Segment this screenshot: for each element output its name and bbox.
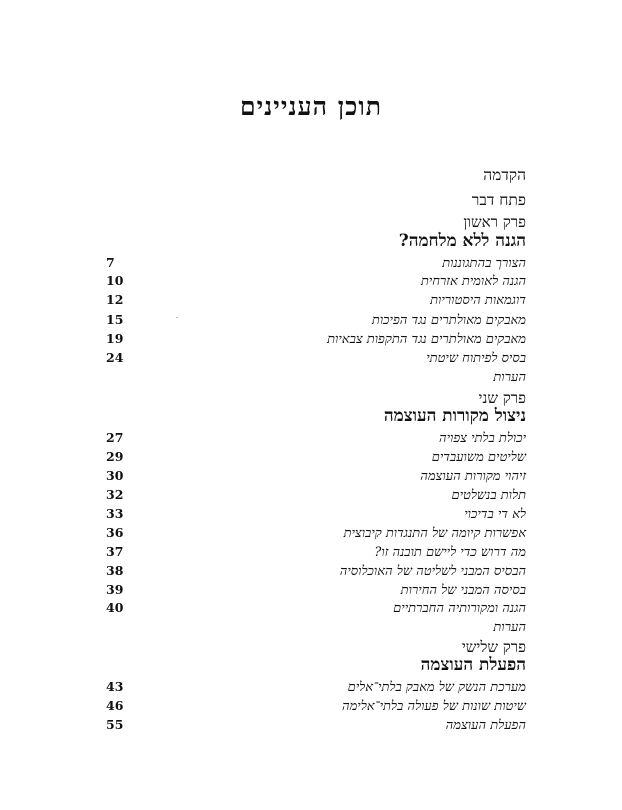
toc-entry [106, 292, 526, 310]
toc-entry-text: שליטים משועבדים [431, 450, 526, 465]
toc-entry [106, 506, 526, 524]
toc-entry-page: 10 [106, 273, 124, 288]
page-title: תוכן העניינים [240, 92, 382, 121]
toc-entry-page: 37 [106, 544, 124, 559]
toc-entry-page: 27 [106, 430, 124, 445]
toc-entry-page: 38 [106, 563, 124, 578]
toc-entry-text: תלות בנשלטים [451, 488, 526, 503]
toc-entry-page: 19 [106, 331, 124, 346]
toc-entry [106, 255, 526, 273]
toc-entry-text: הגנה לאומית אזרחית [420, 274, 526, 289]
toc-entry-text: יכולת בלתי צפויה [438, 431, 526, 446]
toc-entry-text: הצורך בהתגוננות [442, 256, 526, 271]
chapter1-notes: הערות [493, 370, 526, 385]
toc-entry-page: 39 [106, 582, 124, 597]
toc-entry-text: זיהוי מקורות העוצמה [420, 469, 526, 484]
toc-entry-page: 40 [106, 600, 124, 615]
toc-entry [106, 487, 526, 505]
toc-entry-page: 33 [106, 506, 124, 521]
toc-entry-page: 12 [106, 292, 124, 307]
toc-entry-text: הבסיס המבני לשליטה של האוכלוסיה [339, 564, 526, 579]
toc-entry-text: מערכת הנשק של מאבק בלתי־אלים [347, 680, 526, 695]
toc-entry-page: 7 [106, 255, 115, 270]
toc-entry-text: מה דרוש כדי ליישם תובנה זו? [374, 545, 526, 560]
toc-entry-text: מאבקים מאולתרים נגד הפיכות [371, 313, 526, 328]
toc-entry-page: 55 [106, 717, 124, 732]
toc-entry [106, 449, 526, 467]
toc-entry [106, 273, 526, 291]
chapter1-label: פרק ראשון [463, 213, 526, 231]
toc-entry [106, 331, 526, 349]
toc-entry-text: בסיסה המבני של החירות [400, 583, 526, 598]
chapter2-notes: הערות [493, 620, 526, 635]
chapter2-title: ניצול מקורות העוצמה [383, 406, 526, 426]
toc-entry-page: 36 [106, 525, 124, 540]
scan-speck [176, 317, 178, 318]
toc-entry [106, 717, 526, 735]
toc-entry-text: דוגמאות היסטוריות [430, 293, 526, 308]
toc-entry [106, 430, 526, 448]
toc-entry-page: 43 [106, 679, 124, 694]
toc-entry [106, 544, 526, 562]
toc-entry [106, 525, 526, 543]
toc-entry-text: שיטות שונות של פעולה בלתי־אלימה [341, 699, 526, 714]
toc-entry-page: 32 [106, 487, 124, 502]
chapter1-title: הגנה ללא מלחמה? [398, 231, 526, 251]
chapter3-title: הפעלת העוצמה [420, 655, 526, 675]
toc-entry-text: הפעלת העוצמה [445, 718, 526, 733]
toc-entry-page: 29 [106, 449, 124, 464]
toc-entry [106, 350, 526, 368]
toc-entry [106, 679, 526, 697]
toc-entry-text: אפשרות קיומה של התנגדות קיבוצית [343, 526, 526, 541]
toc-entry-page: 46 [106, 698, 124, 713]
toc-entry-text: בסיס לפיתוח שיטתי [426, 351, 526, 366]
toc-entry [106, 468, 526, 486]
toc-entry [106, 582, 526, 600]
toc-entry [106, 698, 526, 716]
section-intro: הקדמה [483, 166, 526, 184]
toc-entry-page: 30 [106, 468, 124, 483]
toc-entry-text: מאבקים מאולתרים נגד התקפות צבאיות [327, 332, 526, 347]
toc-entry [106, 600, 526, 618]
toc-entry [106, 563, 526, 581]
chapter3-label: פרק שלישי [461, 638, 526, 656]
chapter2-label: פרק שני [478, 389, 526, 407]
toc-entry-page: 24 [106, 350, 124, 365]
table-of-contents [106, 0, 526, 810]
toc-entry-text: לא די בדיכוי [464, 507, 526, 522]
section-foreword: פתח דבר [471, 191, 526, 209]
toc-entry-page: 15 [106, 312, 124, 327]
toc-entry [106, 312, 526, 330]
toc-entry-text: הגנה ומקורותיה החברתיים [393, 601, 526, 616]
